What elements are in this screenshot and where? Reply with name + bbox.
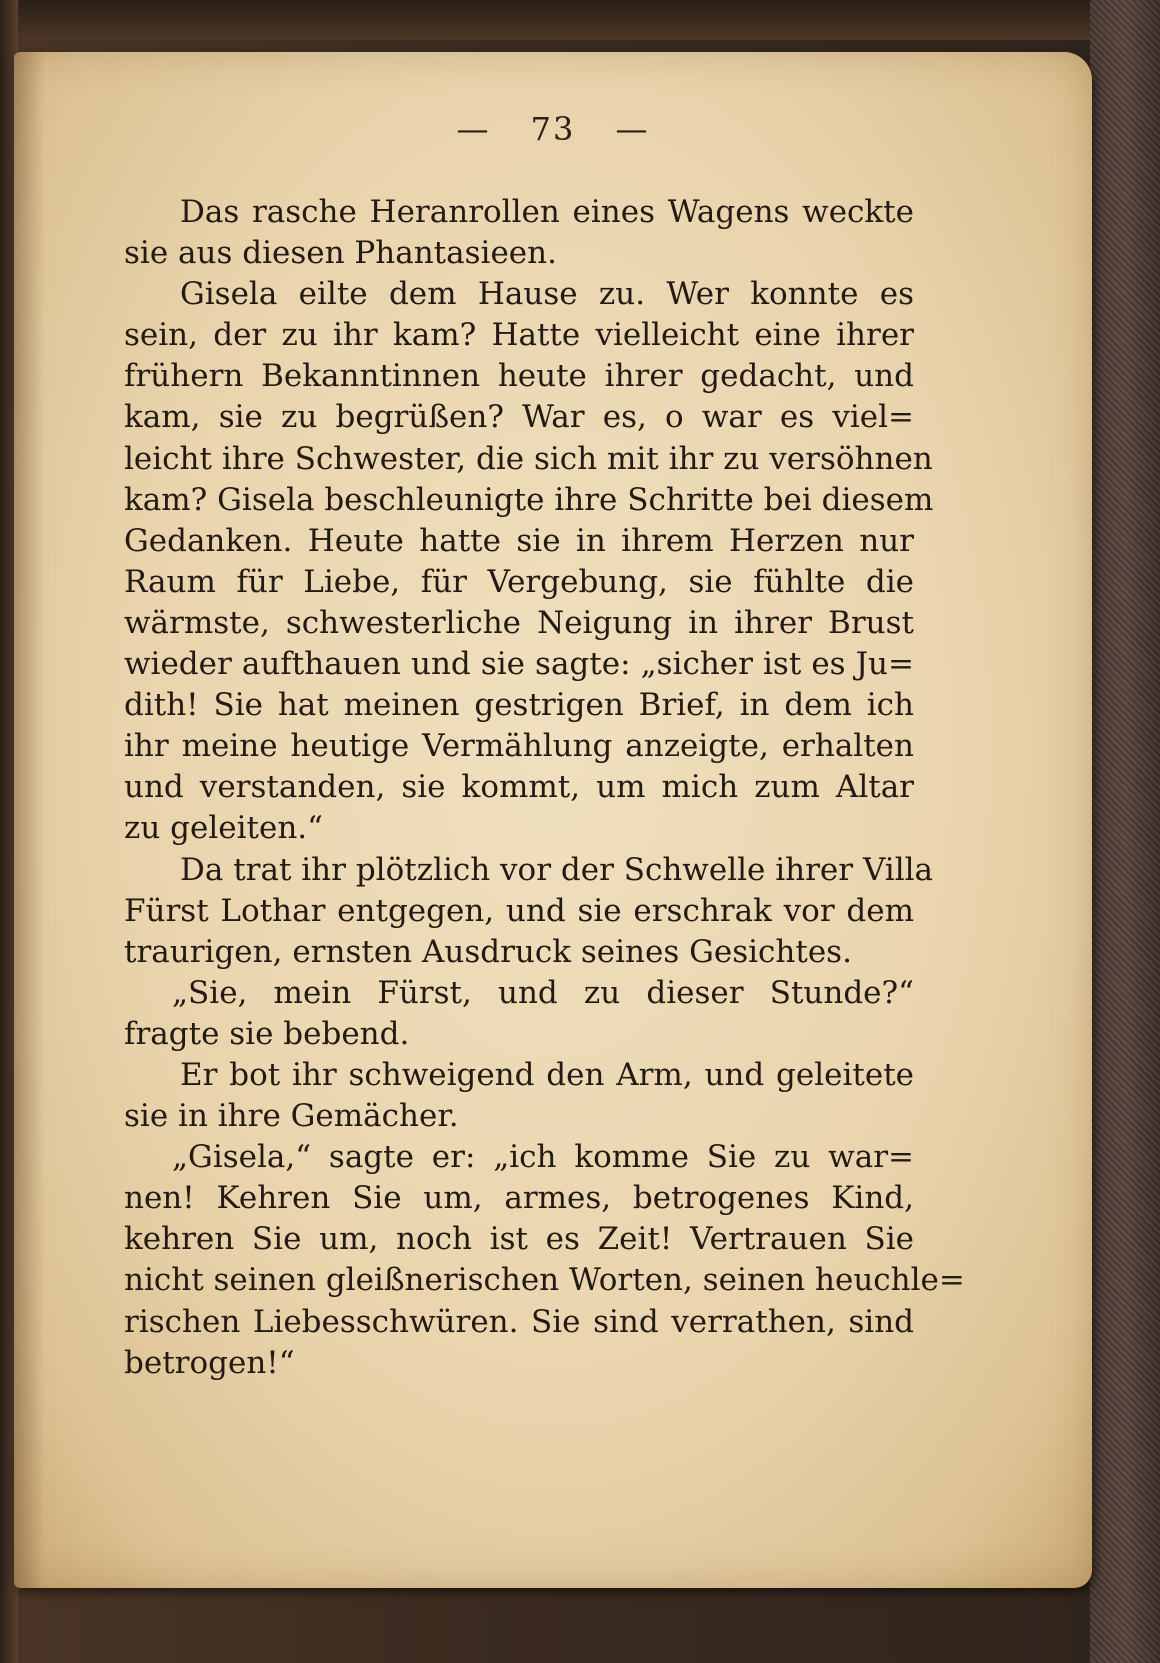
text-line: rischen Liebesschwüren. Sie sind verrathen, sind	[124, 1303, 914, 1340]
text-line: traurigen, ernsten Ausdruck seines Gesichtes.	[124, 933, 852, 970]
text-line: Raum für Liebe, für Vergebung, sie fühlte die	[124, 563, 914, 600]
text-line: Gisela eilte dem Hause zu. Wer konnte es	[180, 276, 914, 313]
text-line: „Gisela,“ sagte er: „ich komme Sie zu war=	[172, 1139, 914, 1176]
text-line: sie aus diesen Phantasieen.	[124, 235, 557, 272]
book-cover-right-edge	[1090, 0, 1160, 1663]
text-line: zu geleiten.“	[124, 810, 323, 847]
text-line: und verstanden, sie kommt, um mich zum Altar	[124, 769, 914, 806]
page-header	[14, 110, 1092, 148]
text-line: Er bot ihr schweigend den Arm, und geleitete	[180, 1056, 914, 1093]
text-line: sie in ihre Gemächer.	[124, 1098, 459, 1135]
text-line: leicht ihre Schwester, die sich mit ihr zu versöhnen	[124, 440, 933, 477]
text-line: nicht seinen gleißnerischen Worten, seinen heuchle=	[124, 1262, 965, 1299]
text-line: kam? Gisela beschleunigte ihre Schritte bei diesem	[124, 481, 934, 518]
book-cover-top-edge	[0, 0, 1160, 40]
header-dash-right: —	[615, 110, 650, 148]
text-line: sein, der zu ihr kam? Hatte vielleicht eine ihrer	[124, 317, 914, 354]
text-line: Da trat ihr plötzlich vor der Schwelle ihrer Villa	[180, 851, 934, 888]
text-line: „Sie, mein Fürst, und zu dieser Stunde?“	[172, 974, 914, 1011]
text-line: Das rasche Heranrollen eines Wagens weckte	[180, 194, 914, 230]
text-line: betrogen!“	[124, 1344, 295, 1381]
page-body-text	[124, 192, 965, 1384]
text-line: dith! Sie hat meinen gestrigen Brief, in dem ich	[124, 687, 914, 724]
text-line: frühern Bekanntinnen heute ihrer gedacht, und	[124, 358, 914, 395]
book-page	[14, 52, 1092, 1588]
text-line: fragte sie bebend.	[124, 1015, 410, 1052]
text-line: Gedanken. Heute hatte sie in ihrem Herzen nur	[124, 522, 914, 559]
header-dash-left: —	[456, 110, 491, 148]
text-line: wieder aufthauen und sie sagte: „sicher ist es Ju=	[124, 646, 914, 683]
text-line: kehren Sie um, noch ist es Zeit! Vertrauen Sie	[124, 1221, 914, 1258]
text-line: Fürst Lothar entgegen, und sie erschrak vor dem	[124, 892, 914, 929]
text-line: ihr meine heutige Vermählung anzeigte, erhalten	[124, 728, 914, 765]
text-line: nen! Kehren Sie um, armes, betrogenes Kind,	[124, 1180, 914, 1217]
text-line: kam, sie zu begrüßen? War es, o war es viel=	[124, 399, 914, 436]
page-number: 73	[530, 110, 576, 148]
text-line: wärmste, schwesterliche Neigung in ihrer Brust	[124, 604, 914, 641]
